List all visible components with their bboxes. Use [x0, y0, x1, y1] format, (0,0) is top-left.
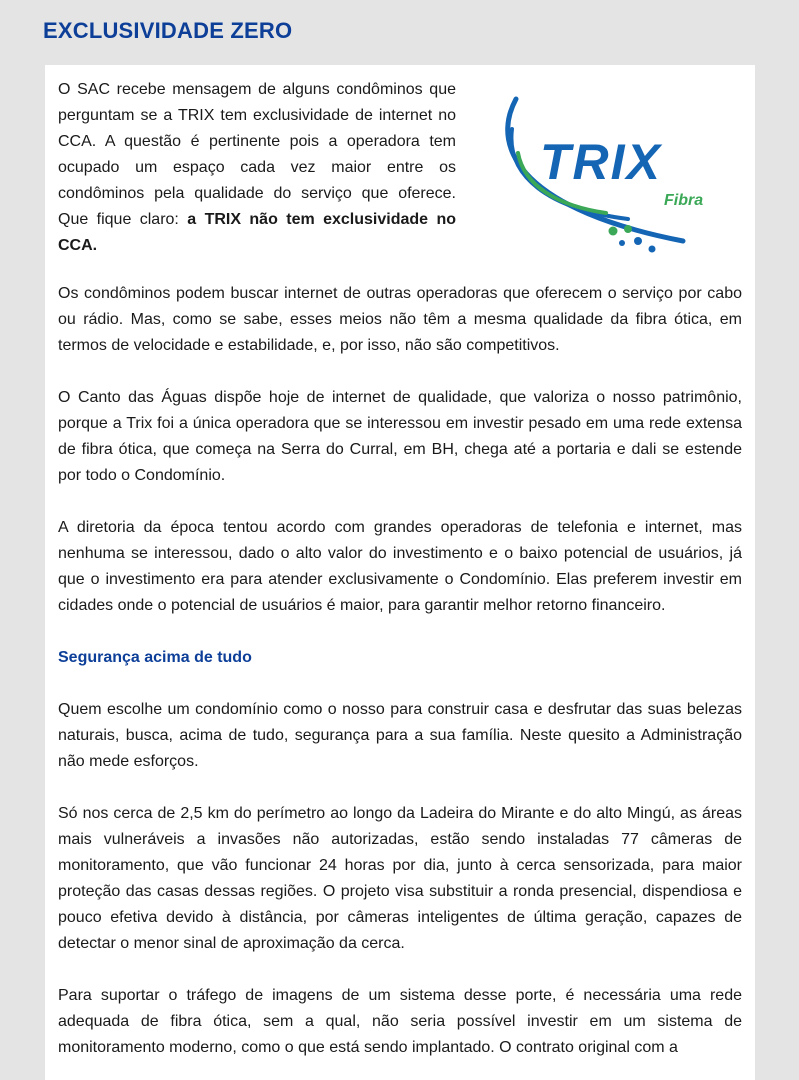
intro-paragraph [58, 77, 456, 259]
logo-brand-text: TRIX [540, 134, 662, 190]
trix-fibra-logo [488, 91, 718, 261]
logo-dot [624, 225, 632, 233]
paragraph: O Canto das Águas dispõe hoje de internet de qualidade, que valoriza o nosso patrimônio, porque a Trix foi a única operadora que se interessou em investir pesado em uma rede extensa de fibra ótica, que começa na Serra do Curral, em BH, chega até a portaria e dali se estende por todo o Condomínio. [58, 389, 742, 484]
section-heading: Segurança acima de tudo [58, 649, 252, 666]
paragraph: A diretoria da época tentou acordo com grandes operadoras de telefonia e internet, mas nenhuma se interessou, dado o alto valor do investimento e o baixo potencial de usuários, já que o investimento era para atender exclusivamente o Condomínio. Elas preferem investir em cidades onde o potencial de usuários é maior, para garantir melhor retorno financeiro. [58, 519, 742, 614]
logo-dot [609, 227, 618, 236]
paragraph: Quem escolhe um condomínio como o nosso para construir casa e desfrutar das suas belezas naturais, busca, acima de tudo, segurança para a sua família. Neste quesito a Administração não mede esforços. [58, 701, 742, 770]
paragraph: Os condôminos podem buscar internet de outras operadoras que oferecem o serviço por cabo ou rádio. Mas, como se sabe, esses meios não têm a mesma qualidade da fibra ótica, em termos de velocidade e estabilidade, e, por isso, não são competitivos. [58, 285, 742, 354]
logo-dot [634, 237, 642, 245]
intro-block [58, 77, 742, 281]
intro-emphasis: a TRIX não tem exclusividade no CCA. [58, 211, 456, 254]
page-title: EXCLUSIVIDADE ZERO [43, 18, 293, 43]
paragraph: Para suportar o tráfego de imagens de um sistema desse porte, é necessária uma rede adequada de fibra ótica, sem a qual, não seria possível investir em um sistema de monitoramento moderno, como o que está sendo implantado. O contrato original com a [58, 987, 742, 1056]
intro-text: O SAC recebe mensagem de alguns condôminos que perguntam se a TRIX tem exclusividade de internet no CCA. A questão é pertinente pois a operadora tem ocupado um espaço cada vez maior entre os condôminos pela qualidade do serviço que oferece. Que fique claro: [58, 81, 456, 228]
article-card [45, 65, 755, 1080]
logo-subtitle-text: Fibra [664, 192, 704, 209]
paragraph: Só nos cerca de 2,5 km do perímetro ao longo da Ladeira do Mirante e do alto Mingú, as áreas mais vulneráveis a invasões não autorizadas, estão sendo instaladas 77 câmeras de monitoramento, que vão funcionar 24 horas por dia, junto à cerca sensorizada, para maior proteção das casas dessas regiões. O projeto visa substituir a ronda presencial, dispendiosa e pouco efetiva devido à distância, por câmeras inteligentes de última geração, capazes de detectar o menor sinal de aproximação da cerca. [58, 805, 742, 952]
logo-dot [619, 240, 625, 246]
logo-dot [649, 246, 656, 253]
